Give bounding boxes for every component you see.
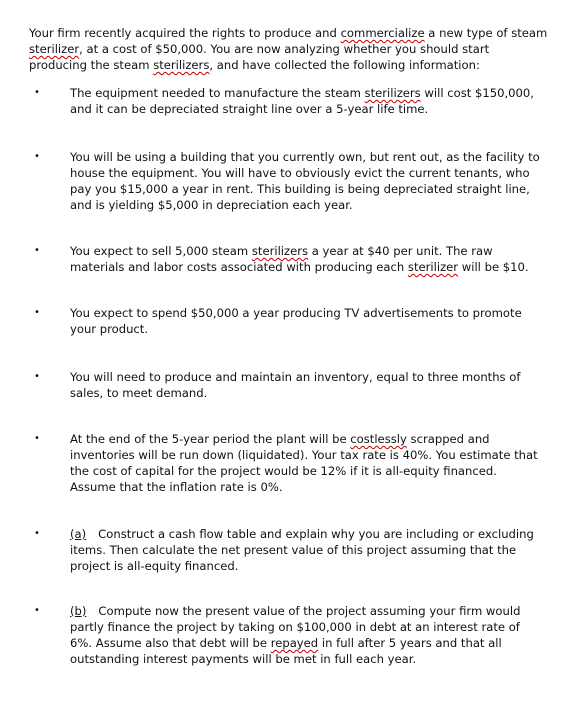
bullet-icon: • — [34, 433, 40, 444]
spellcheck-word-costlessly: costlessly — [350, 432, 407, 446]
question-label: (a) — [70, 527, 87, 541]
bullet-icon: • — [34, 151, 40, 162]
bullet-text: You expect to spend $50,000 a year producing TV advertisements to promote your product. — [70, 306, 522, 336]
spellcheck-word-sterilizer: sterilizer — [407, 260, 459, 274]
question-text: (b) Compute now the present value of the project assuming your firm would partly finance the project by taking on $100,000 in debt at an interest rate of 6%. Assume also that debt will be repayed in full after 5 years and that all outstanding interest payments will be met in full each year. — [70, 604, 521, 666]
question-text: (a) Construct a cash flow table and explain why you are including or excluding items. Then calculate the net present value of this project assuming that the project is all-equity financed. — [70, 527, 534, 573]
intro-paragraph: Your firm recently acquired the rights to produce and commercialize a new type of steam sterilizer, at a cost of $50,000. You are now analyzing whether you should start producing the steam sterilizers, and have collected the following information: — [29, 26, 548, 72]
bullet-text: The equipment needed to manufacture the steam sterilizers will cost $150,000, and it can be depreciated straight line over a 5-year life time. — [70, 86, 534, 116]
spellcheck-word-sterilizers: sterilizers — [364, 86, 421, 100]
bullet-text: You expect to sell 5,000 steam sterilizers a year at $40 per unit. The raw materials and labor costs associated with producing each sterilizer will be $10. — [70, 244, 529, 274]
spellcheck-word-sterilizer: sterilizer — [29, 42, 80, 56]
spellcheck-word-repayed: repayed — [270, 636, 319, 650]
spellcheck-word-sterilizers: sterilizers — [153, 58, 210, 72]
bullet-text: At the end of the 5-year period the plant will be costlessly scrapped and inventories will be run down (liquidated). Your tax rate is 40%. You estimate that the cost of capital for the project would be 12% if it is all-equity financed. Assume that the inflation rate is 0%. — [70, 432, 538, 494]
bullet-text: You will need to produce and maintain an inventory, equal to three months of sales, to meet demand. — [70, 370, 521, 400]
bullet-icon: • — [34, 87, 40, 98]
bullet-text: You will be using a building that you currently own, but rent out, as the facility to house the equipment. You will have to obviously evict the current tenants, who pay you $15,000 a year in rent. This building is being depreciated straight line, and is yielding $5,000 in depreciation each year. — [70, 150, 540, 212]
bullet-icon: • — [34, 605, 40, 616]
bullet-icon: • — [34, 371, 40, 382]
bullet-icon: • — [34, 528, 40, 539]
bullet-icon: • — [34, 245, 40, 256]
spellcheck-word-commercialize: commercialize — [340, 26, 425, 40]
bullet-icon: • — [34, 307, 40, 318]
question-label: (b) — [70, 604, 87, 618]
spellcheck-word-sterilizers: sterilizers — [251, 244, 309, 258]
